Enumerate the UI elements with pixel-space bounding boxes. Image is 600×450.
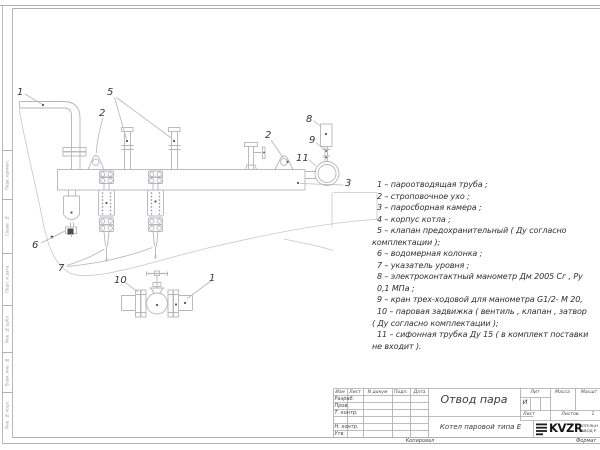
legend-item: ( Ду согласно комплектации );	[372, 318, 499, 328]
safety-valves	[122, 128, 181, 170]
legend-item: 3 – паросборная камера ;	[377, 203, 482, 213]
title-block-signature-row: Пров.	[334, 403, 350, 409]
callout-label: 11	[296, 153, 309, 164]
callout-label: 2	[265, 130, 272, 141]
logo-caption-line1: КОТЕЛЬН	[579, 422, 598, 428]
legend-item: комплектации );	[372, 237, 441, 247]
legend-item: 4 – корпус котла ;	[377, 214, 451, 224]
lit-label: Лит	[530, 390, 540, 395]
level-indicators	[99, 171, 164, 262]
legend-item: 8 – электроконтактный манометр Дм 2005 Сг , Ру	[377, 272, 583, 282]
lit-value: И	[522, 398, 528, 406]
format-label: Формат	[576, 437, 597, 444]
gate-valve	[122, 271, 193, 317]
callout-label: 3	[345, 178, 352, 189]
legend-item: 0,1 МПа ;	[377, 283, 415, 293]
kvzr-logo-text: KVZR	[549, 421, 583, 435]
mass-label: Масса	[555, 390, 570, 395]
legend-item: 7 – указатель уровня ;	[377, 260, 470, 270]
boiler-outline	[19, 109, 377, 276]
sheet-label: Лист	[523, 412, 535, 417]
title-block-signature-row: Т. контр.	[334, 410, 358, 416]
callout-label: 9	[309, 135, 316, 146]
drawing-subtitle: Котел паровой типа Е	[439, 422, 522, 431]
kvzr-logo-icon	[536, 424, 547, 436]
legend-item: 10 – паровая задвижка ( вентиль , клапан , затвор	[377, 307, 587, 317]
legend-item: 5 – клапан предохранительный ( Ду согласно	[377, 226, 567, 236]
margin-cell-label: Подп. и дата	[4, 265, 10, 293]
margin-cell-label: Справ. №	[4, 215, 10, 237]
sheets-value: 1	[591, 412, 595, 417]
steam-drum	[58, 170, 306, 191]
title-block-column-header: Подп.	[394, 389, 408, 395]
legend-item: 2 – строповочное ухо ;	[377, 191, 470, 201]
manometer-assembly	[305, 124, 339, 186]
title-block-signature-row: Разраб.	[334, 396, 355, 402]
title-block-signature-row: Н. контр.	[334, 424, 359, 430]
legend-item: 11 – сифонная трубка Ду 15 ( в комплект поставки	[377, 330, 589, 340]
margin-cell-label: Перв. примен.	[4, 159, 10, 190]
legend-item: 9 – кран трех-ходовой для манометра G1/2- М 20,	[377, 295, 583, 305]
indicator-rib-dots	[102, 192, 161, 215]
title-block-column-header: Дата	[413, 389, 426, 395]
title-block-column-header: Изм	[335, 389, 345, 395]
callout-label: 8	[306, 114, 313, 125]
title-block-signature-row: Утв.	[334, 431, 345, 437]
title-block-column-header: Лист	[349, 389, 361, 395]
callout-label: 1	[17, 87, 24, 98]
margin-cell-label: Инв. № дубл.	[4, 314, 10, 343]
callout-label: 6	[32, 240, 39, 251]
legend-item: не входит ).	[372, 341, 422, 351]
callout-label: 10	[114, 275, 127, 286]
siphon-loop	[315, 162, 339, 186]
margin-cell-label: Инв. № подл.	[4, 400, 10, 429]
logo-caption-line2: ЗАВОД Р	[579, 427, 597, 433]
sheets-label: Листов	[561, 412, 579, 417]
legend	[371, 179, 600, 352]
title-block-column-header: N докум	[367, 389, 388, 395]
callout-labels	[17, 87, 351, 286]
legend-item: 6 – водомерная колонка ;	[377, 249, 483, 259]
legend-item: 1 – пароотводящая труба ;	[377, 180, 488, 189]
drum-top-valve	[245, 143, 266, 170]
water-gauge-column	[51, 190, 80, 238]
callout-label: 7	[58, 263, 65, 274]
margin-cell-label: Взам. инв. №	[4, 358, 10, 386]
callout-label: 2	[99, 108, 106, 119]
callout-label: 5	[107, 87, 114, 98]
drawing-title: Отвод пара	[440, 393, 508, 406]
copied-label: Копировал	[405, 437, 435, 444]
callout-label: 1	[209, 273, 216, 284]
scale-label: Масшт	[580, 390, 598, 395]
